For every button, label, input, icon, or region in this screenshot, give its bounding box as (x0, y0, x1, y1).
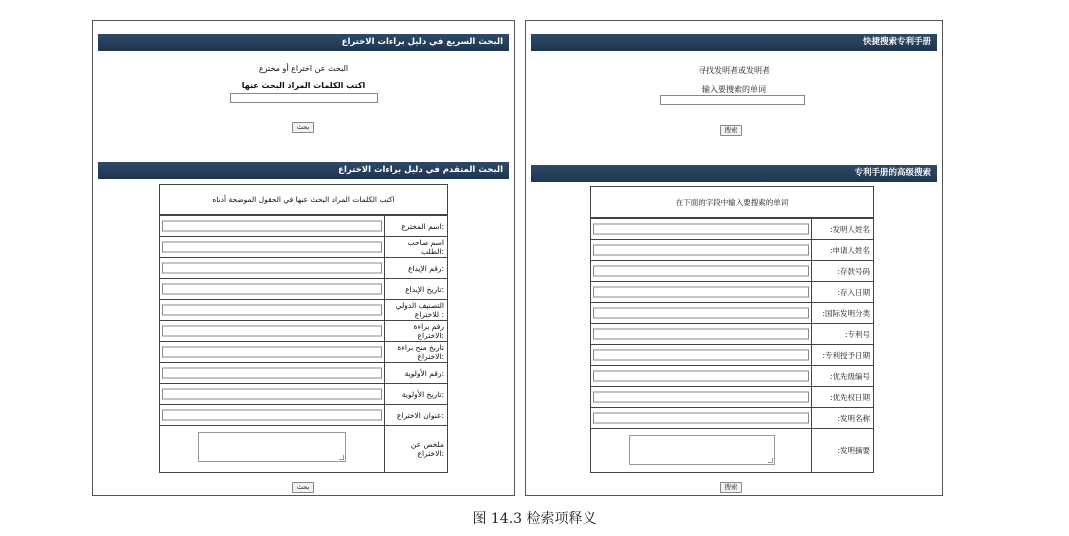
arabic-quick-search-header: البحث السريع في دليل براءات الاختراع (98, 34, 509, 51)
arabic-field-row (160, 236, 447, 257)
arabic-field-input[interactable] (162, 326, 382, 337)
arabic-field-row (160, 320, 447, 341)
arabic-field-label: التصنيف الدولي للاختراع : (384, 300, 447, 320)
chinese-field-label: :发明名称 (811, 408, 873, 428)
arabic-advanced-search-form (159, 184, 448, 473)
arabic-field-row (160, 383, 447, 404)
arabic-field-label: اسم صاحب الطلب: (384, 237, 447, 257)
arabic-field-input[interactable] (162, 347, 382, 358)
figure-caption: 图 14.3 检索项释义 (472, 511, 597, 527)
chinese-field-row (591, 365, 873, 386)
arabic-field-input[interactable] (162, 284, 382, 295)
chinese-field-label: :专利授予日期 (811, 345, 873, 365)
arabic-quick-search-input[interactable] (230, 93, 378, 103)
chinese-submit-button[interactable]: 搜索 (720, 482, 742, 493)
chinese-field-input[interactable] (593, 350, 809, 361)
chinese-quick-search-input[interactable] (660, 95, 805, 105)
arabic-field-row (160, 299, 447, 320)
arabic-field-label: رقم الأولوية: (384, 363, 447, 383)
arabic-field-label: تاريخ الأولوية: (384, 384, 447, 404)
arabic-abstract-row (160, 425, 447, 472)
chinese-quick-search-header: 快捷搜索专利手册 (531, 34, 937, 51)
chinese-field-row (591, 281, 873, 302)
arabic-search-panel (92, 20, 515, 496)
chinese-field-row (591, 260, 873, 281)
chinese-field-input[interactable] (593, 266, 809, 277)
arabic-field-input[interactable] (162, 410, 382, 421)
chinese-field-input[interactable] (593, 329, 809, 340)
chinese-field-label: :优先级编号 (811, 366, 873, 386)
arabic-field-input[interactable] (162, 305, 382, 316)
chinese-abstract-row (591, 428, 873, 472)
chinese-quick-search-button[interactable]: 搜索 (720, 125, 742, 136)
chinese-field-row (591, 323, 873, 344)
chinese-quick-search-subtitle: 寻找发明者或发明者 (698, 66, 770, 75)
chinese-field-row (591, 344, 873, 365)
chinese-field-row (591, 218, 873, 239)
chinese-field-input[interactable] (593, 413, 809, 424)
chinese-field-input[interactable] (593, 224, 809, 235)
arabic-field-input[interactable] (162, 368, 382, 379)
chinese-abstract-label: :发明摘要 (811, 429, 873, 472)
arabic-field-row (160, 278, 447, 299)
chinese-field-row (591, 386, 873, 407)
chinese-abstract-textarea[interactable] (629, 435, 775, 465)
chinese-search-panel (525, 20, 943, 496)
arabic-field-label: تاريخ الإيداع: (384, 279, 447, 299)
chinese-field-row (591, 302, 873, 323)
arabic-abstract-label: ملخص عن الاختراع: (384, 426, 447, 472)
chinese-field-label: :优先权日期 (811, 387, 873, 407)
arabic-field-row (160, 404, 447, 425)
arabic-quick-search-prompt: اكتب الكلمات المراد البحث عنها (241, 81, 366, 90)
chinese-field-input[interactable] (593, 287, 809, 298)
chinese-field-label: :存款号码 (811, 261, 873, 281)
arabic-field-label: رقم الإيداع: (384, 258, 447, 278)
arabic-submit-button[interactable]: بحث (292, 482, 314, 493)
chinese-field-label: :专利号 (811, 324, 873, 344)
arabic-field-input[interactable] (162, 389, 382, 400)
arabic-field-input[interactable] (162, 242, 382, 253)
chinese-field-label: :存入日期 (811, 282, 873, 302)
arabic-field-row (160, 215, 447, 236)
arabic-field-input[interactable] (162, 263, 382, 274)
arabic-abstract-textarea[interactable] (198, 432, 346, 462)
chinese-advanced-search-header: 专利手册的高级搜索 (531, 165, 937, 182)
chinese-field-row (591, 239, 873, 260)
chinese-field-label: :国际发明分类 (811, 303, 873, 323)
chinese-field-input[interactable] (593, 308, 809, 319)
arabic-advanced-search-header: البحث المتقدم في دليل براءات الاختراع (98, 162, 509, 179)
chinese-field-input[interactable] (593, 245, 809, 256)
arabic-quick-search-button[interactable]: بحث (292, 122, 314, 133)
arabic-field-row (160, 362, 447, 383)
chinese-field-row (591, 407, 873, 428)
chinese-form-instruction: 在下面的字段中输入要搜索的单词 (591, 187, 873, 218)
arabic-field-label: عنوان الاختراع: (384, 405, 447, 425)
arabic-field-label: رقم براءة الاختراع: (384, 321, 447, 341)
chinese-field-input[interactable] (593, 371, 809, 382)
arabic-field-input[interactable] (162, 221, 382, 232)
arabic-field-row (160, 257, 447, 278)
arabic-field-row (160, 341, 447, 362)
arabic-field-label: اسم المخترع: (384, 216, 447, 236)
arabic-quick-search-subtitle: البحث عن اختراع أو مخترع (258, 64, 349, 73)
chinese-advanced-search-form (590, 186, 874, 473)
arabic-field-label: تاريخ منح براءة الاختراع: (384, 342, 447, 362)
chinese-field-label: :申请人姓名 (811, 240, 873, 260)
chinese-field-input[interactable] (593, 392, 809, 403)
arabic-form-instruction: اكتب الكلمات المراد البحث عنها في الحقول الموضحة أدناه (160, 185, 447, 215)
chinese-quick-search-prompt: 输入要搜索的单词 (702, 85, 766, 94)
chinese-field-label: :发明人姓名 (811, 219, 873, 239)
